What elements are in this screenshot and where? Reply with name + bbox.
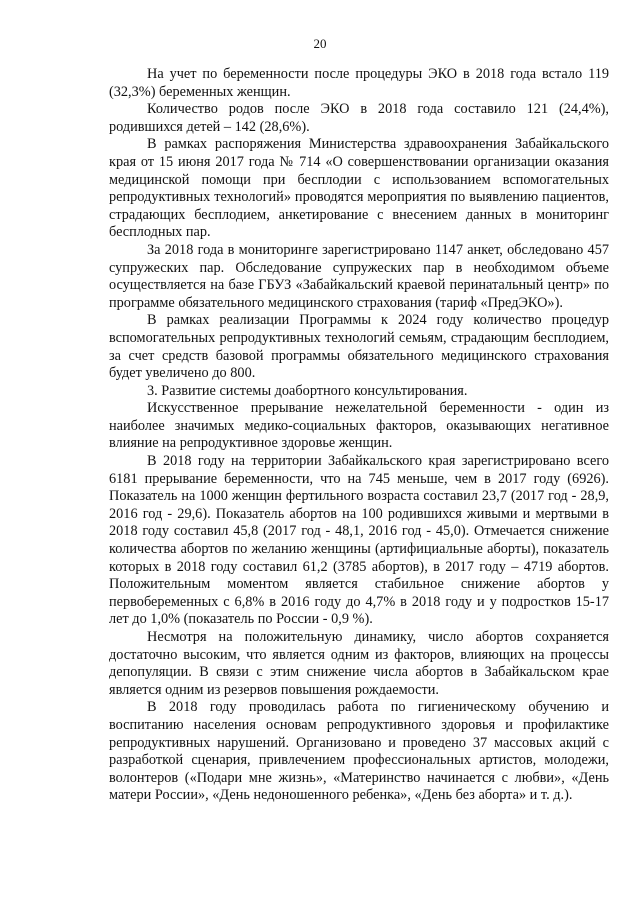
- paragraph-eco-births: Количество родов после ЭКО в 2018 года составило 121 (24,4%), родившихся детей – 142 (28,6%).: [109, 101, 609, 135]
- paragraph-hygiene-education: В 2018 году проводилась работа по гигиеническому обучению и воспитанию населения основам репродуктивного здоровья и профилактике репродуктивных нарушений. Организовано и проведено 37 массовых акций с разработкой сценария, привлечением профессиональных артистов, молодежи, волонтеров («Подари мне жизнь», «Материнство начинается с любви», «День матери России», «День недоношенного ребенка», «День без аборта» и т. д.).: [109, 699, 609, 804]
- paragraph-depopulation: Несмотря на положительную динамику, число абортов сохраняется достаточно высоким, что является одним из факторов, влияющих на процессы депопуляции. В связи с этим снижение числа абортов в Забайкальском крае является одним из резервов повышения рождаемости.: [109, 629, 609, 698]
- paragraph-ministry-order: В рамках распоряжения Министерства здравоохранения Забайкальского края от 15 июня 2017 года № 714 «О совершенствовании организации оказания медицинской помощи при бесплодии с использованием вспомогательных репродуктивных технологий» проводятся мероприятия по выявлению пациентов, страдающих бесплодием, анкетирование с внесением данных в мониторинг бесплодных пар.: [109, 136, 609, 241]
- paragraph-program-2024: В рамках реализации Программы к 2024 году количество процедур вспомогательных репродуктивных технологий семьям, страдающим бесплодием, за счет средств базовой программы обязательного медицинского страхования будет увеличено до 800.: [109, 312, 609, 382]
- paragraph-monitoring-results: За 2018 года в мониторинге зарегистрировано 1147 анкет, обследовано 457 супружеских пар. Обследование супружеских пар в необходимом объеме осуществляется на базе ГБУЗ «Забайкальский краевой перинатальный центр» по программе обязательного медицинского страхования (тариф «ПредЭКО»).: [109, 241, 609, 311]
- document-body: [109, 66, 609, 805]
- paragraph-abortion-factor: Искусственное прерывание нежелательной беременности - один из наиболее значимых медико-социальных факторов, оказывающих негативное влияние на репродуктивное здоровье женщин.: [109, 400, 609, 452]
- paragraph-abortion-statistics: В 2018 году на территории Забайкальского края зарегистрировано всего 6181 прерывание беременности, что на 745 меньше, чем в 2017 году (6926). Показатель на 1000 женщин фертильного возраста составил 23,7 (2017 год - 28,9, 2016 год - 29,6). Показатель абортов на 100 родившихся живыми и мертвыми в 2018 году составил 45,8 (2017 год - 48,1, 2016 год - 45,0). Отмечается снижение количества абортов по желанию женщины (артифициальные аборты), показатель которых в 2018 году составил 61,2 (3785 абортов), в 2017 году – 4719 абортов. Положительным моментом является стабильное снижение абортов у первобеременных с 6,8% в 2016 году до 4,7% в 2018 году и у подростков 15-17 лет до 1,0% (показатель по России - 0,9 %).: [109, 453, 609, 628]
- page-number: 20: [313, 36, 327, 51]
- section-heading-counseling: 3. Развитие системы доабортного консультирования.: [147, 382, 468, 399]
- paragraph-eco-pregnancy-registration: На учет по беременности после процедуры ЭКО в 2018 года встало 119 (32,3%) беременных женщин.: [109, 66, 609, 100]
